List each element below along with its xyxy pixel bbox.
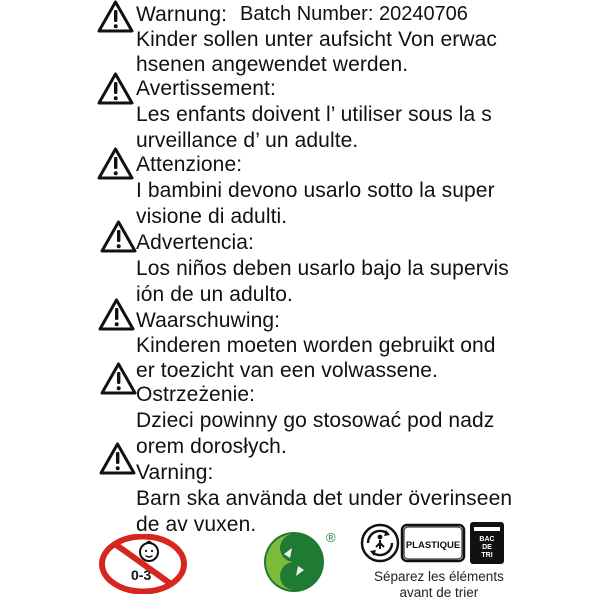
warning-text-line: visione di adulti. — [136, 205, 288, 228]
warning-text-line: de av vuxen. — [136, 513, 257, 536]
warning-text-line: orem dorosłych. — [136, 435, 287, 458]
warning-triangle-icon — [98, 298, 135, 331]
warning-text-line: urveillance d’ un adulte. — [136, 129, 359, 152]
warning-text-line: Kinder sollen unter aufsicht Von erwac — [136, 28, 498, 51]
warning-heading-sv: Varning: — [136, 461, 214, 484]
warning-heading-es: Advertencia: — [136, 231, 254, 254]
sorting-instruction — [374, 569, 504, 601]
warning-heading-it: Attenzione: — [136, 153, 243, 176]
warning-heading-pl: Ostrzeżenie: — [136, 383, 256, 406]
warning-triangle-icon — [97, 147, 134, 180]
warning-text-line: Barn ska använda det under överinseen — [136, 487, 513, 510]
bac-label-2: DE — [482, 544, 492, 551]
bac-label-3: TRI — [481, 552, 493, 559]
warning-triangle-icon — [100, 362, 137, 395]
warning-triangle-icon — [99, 442, 136, 475]
warning-heading-de: Warnung: — [136, 3, 228, 26]
warning-text-line: hsenen angewendet werden. — [136, 53, 409, 76]
triman-sorting-icon — [360, 518, 508, 568]
warning-text-line: er toezicht van een volwassene. — [136, 359, 438, 382]
warning-text-line: Dzieci powinny go stosować pod nadz — [136, 409, 495, 432]
warning-heading-nl: Waarschuwing: — [136, 309, 281, 332]
warning-text-line: Kinderen moeten worden gebruikt ond — [136, 334, 496, 357]
warning-text-line: Los niños deben usarlo bajo la supervis — [136, 257, 509, 280]
batch-number: Batch Number: 20240706 — [240, 3, 468, 25]
warning-text-line: I bambini devono usarlo sotto la super — [136, 179, 495, 202]
plastique-label: PLASTIQUE — [405, 540, 461, 551]
warning-heading-fr: Avertissement: — [136, 77, 276, 100]
age-range-label: 0-3 — [131, 567, 152, 583]
green-dot-recycling-icon — [260, 528, 340, 594]
bac-label-1: BAC — [479, 536, 495, 543]
warning-triangle-icon — [97, 0, 134, 33]
not-for-0-3-years-icon — [99, 534, 187, 594]
registered-mark: ® — [326, 530, 336, 545]
warning-text-line: ión de un adulto. — [136, 283, 293, 306]
warning-text-line: Les enfants doivent l’ utiliser sous la s — [136, 103, 492, 126]
warning-triangle-icon — [100, 220, 137, 253]
sorting-instruction-line: avant de trier — [399, 585, 479, 600]
warning-triangle-icon — [97, 72, 134, 105]
sorting-instruction-line: Séparez les éléments — [374, 569, 504, 584]
